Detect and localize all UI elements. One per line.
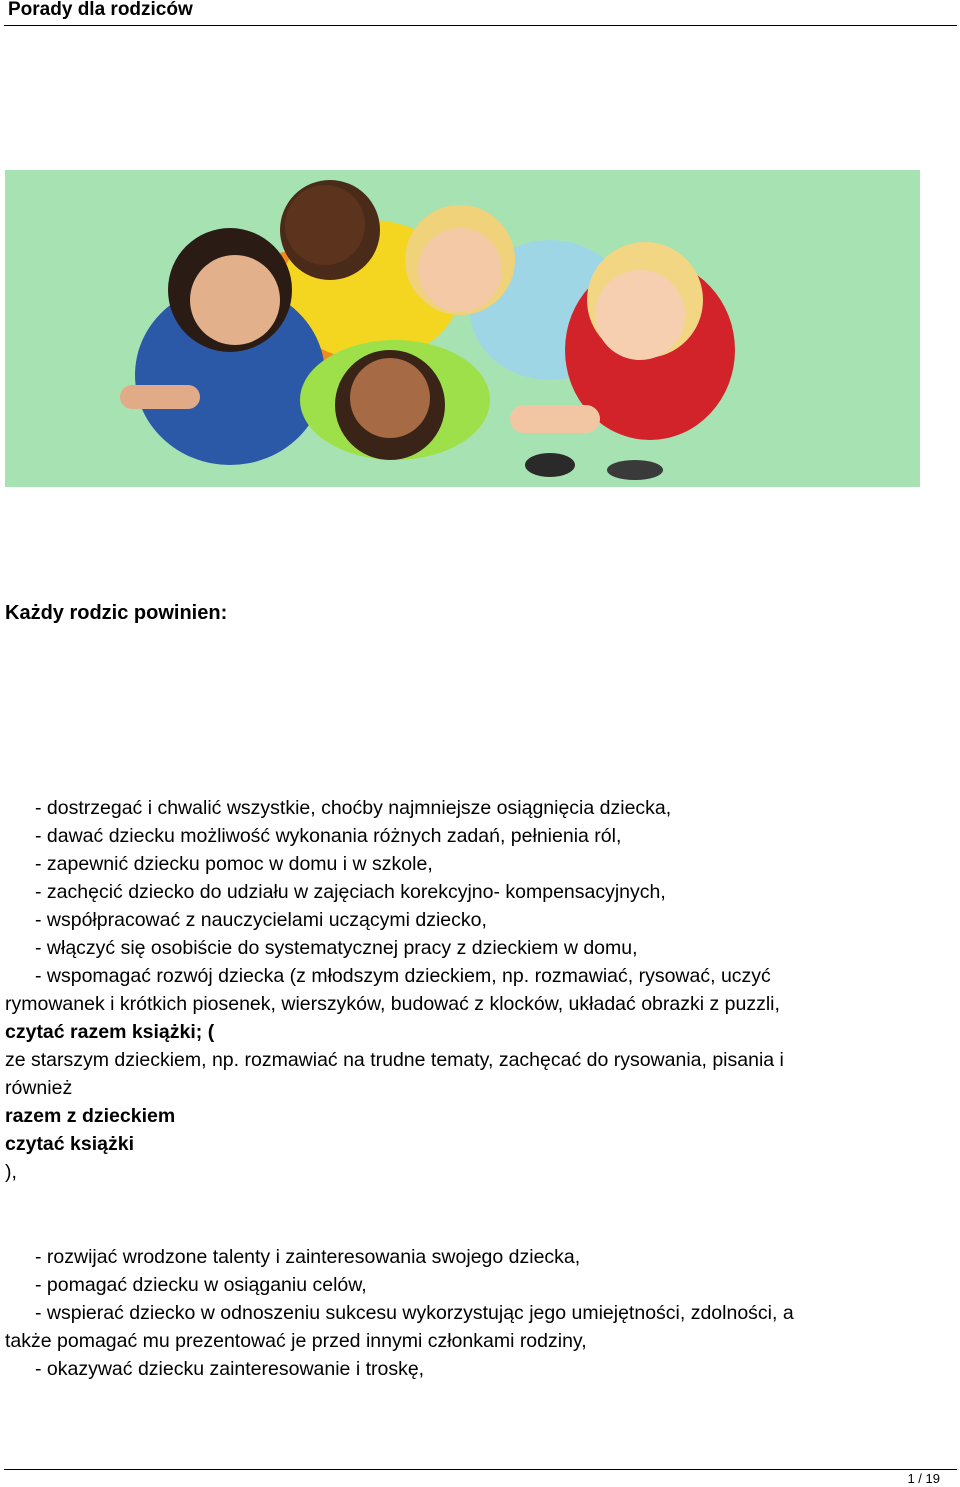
page-number: 1 / 19 xyxy=(907,1471,940,1486)
list-item-continuation: ), xyxy=(5,1161,17,1183)
list-item: - rozwijać wrodzone talenty i zainteresowania swojego dziecka, xyxy=(35,1246,581,1268)
list-item: - pomagać dziecku w osiąganiu celów, xyxy=(35,1274,367,1296)
children-group-photo xyxy=(5,170,920,487)
list-item: - dawać dziecku możliwość wykonania różnych zadań, pełnienia ról, xyxy=(35,825,622,847)
list-item-continuation: czytać książki xyxy=(5,1133,135,1155)
header-divider xyxy=(4,25,957,26)
photo-illustration xyxy=(5,170,920,487)
list-item-continuation: również xyxy=(5,1077,73,1099)
list-item-continuation: rymowanek i krótkich piosenek, wierszyków, budować z klocków, układać obrazki z puzzli, xyxy=(5,993,780,1015)
list-item-continuation: także pomagać mu prezentować je przed innymi członkami rodziny, xyxy=(5,1330,587,1352)
list-item-continuation: czytać razem książki; ( xyxy=(5,1021,215,1043)
list-item-continuation: razem z dzieckiem xyxy=(5,1105,176,1127)
list-item: - dostrzegać i chwalić wszystkie, choćby najmniejsze osiągnięcia dziecka, xyxy=(35,797,672,819)
page-header-title: Porady dla rodziców xyxy=(8,0,193,20)
list-item: - zapewnić dziecku pomoc w domu i w szkole, xyxy=(35,853,433,875)
list-item: - współpracować z nauczycielami uczącymi dziecko, xyxy=(35,909,487,931)
list-item: - wspierać dziecko w odnoszeniu sukcesu wykorzystując jego umiejętności, zdolności, a xyxy=(35,1302,794,1324)
footer-divider xyxy=(4,1469,957,1470)
list-item: - włączyć się osobiście do systematycznej pracy z dzieckiem w domu, xyxy=(35,937,638,959)
list-item-continuation: ze starszym dzieckiem, np. rozmawiać na trudne tematy, zachęcać do rysowania, pisania i xyxy=(5,1049,784,1071)
advice-list-1 xyxy=(5,794,945,1186)
section-heading: Każdy rodzic powinien: xyxy=(5,602,228,624)
list-item: - okazywać dziecku zainteresowanie i troskę, xyxy=(35,1358,425,1380)
list-item: - wspomagać rozwój dziecka (z młodszym dzieckiem, np. rozmawiać, rysować, uczyć xyxy=(35,965,771,987)
list-item: - zachęcić dziecko do udziału w zajęciach korekcyjno- kompensacyjnych, xyxy=(35,881,666,903)
advice-list-2 xyxy=(5,1243,945,1383)
